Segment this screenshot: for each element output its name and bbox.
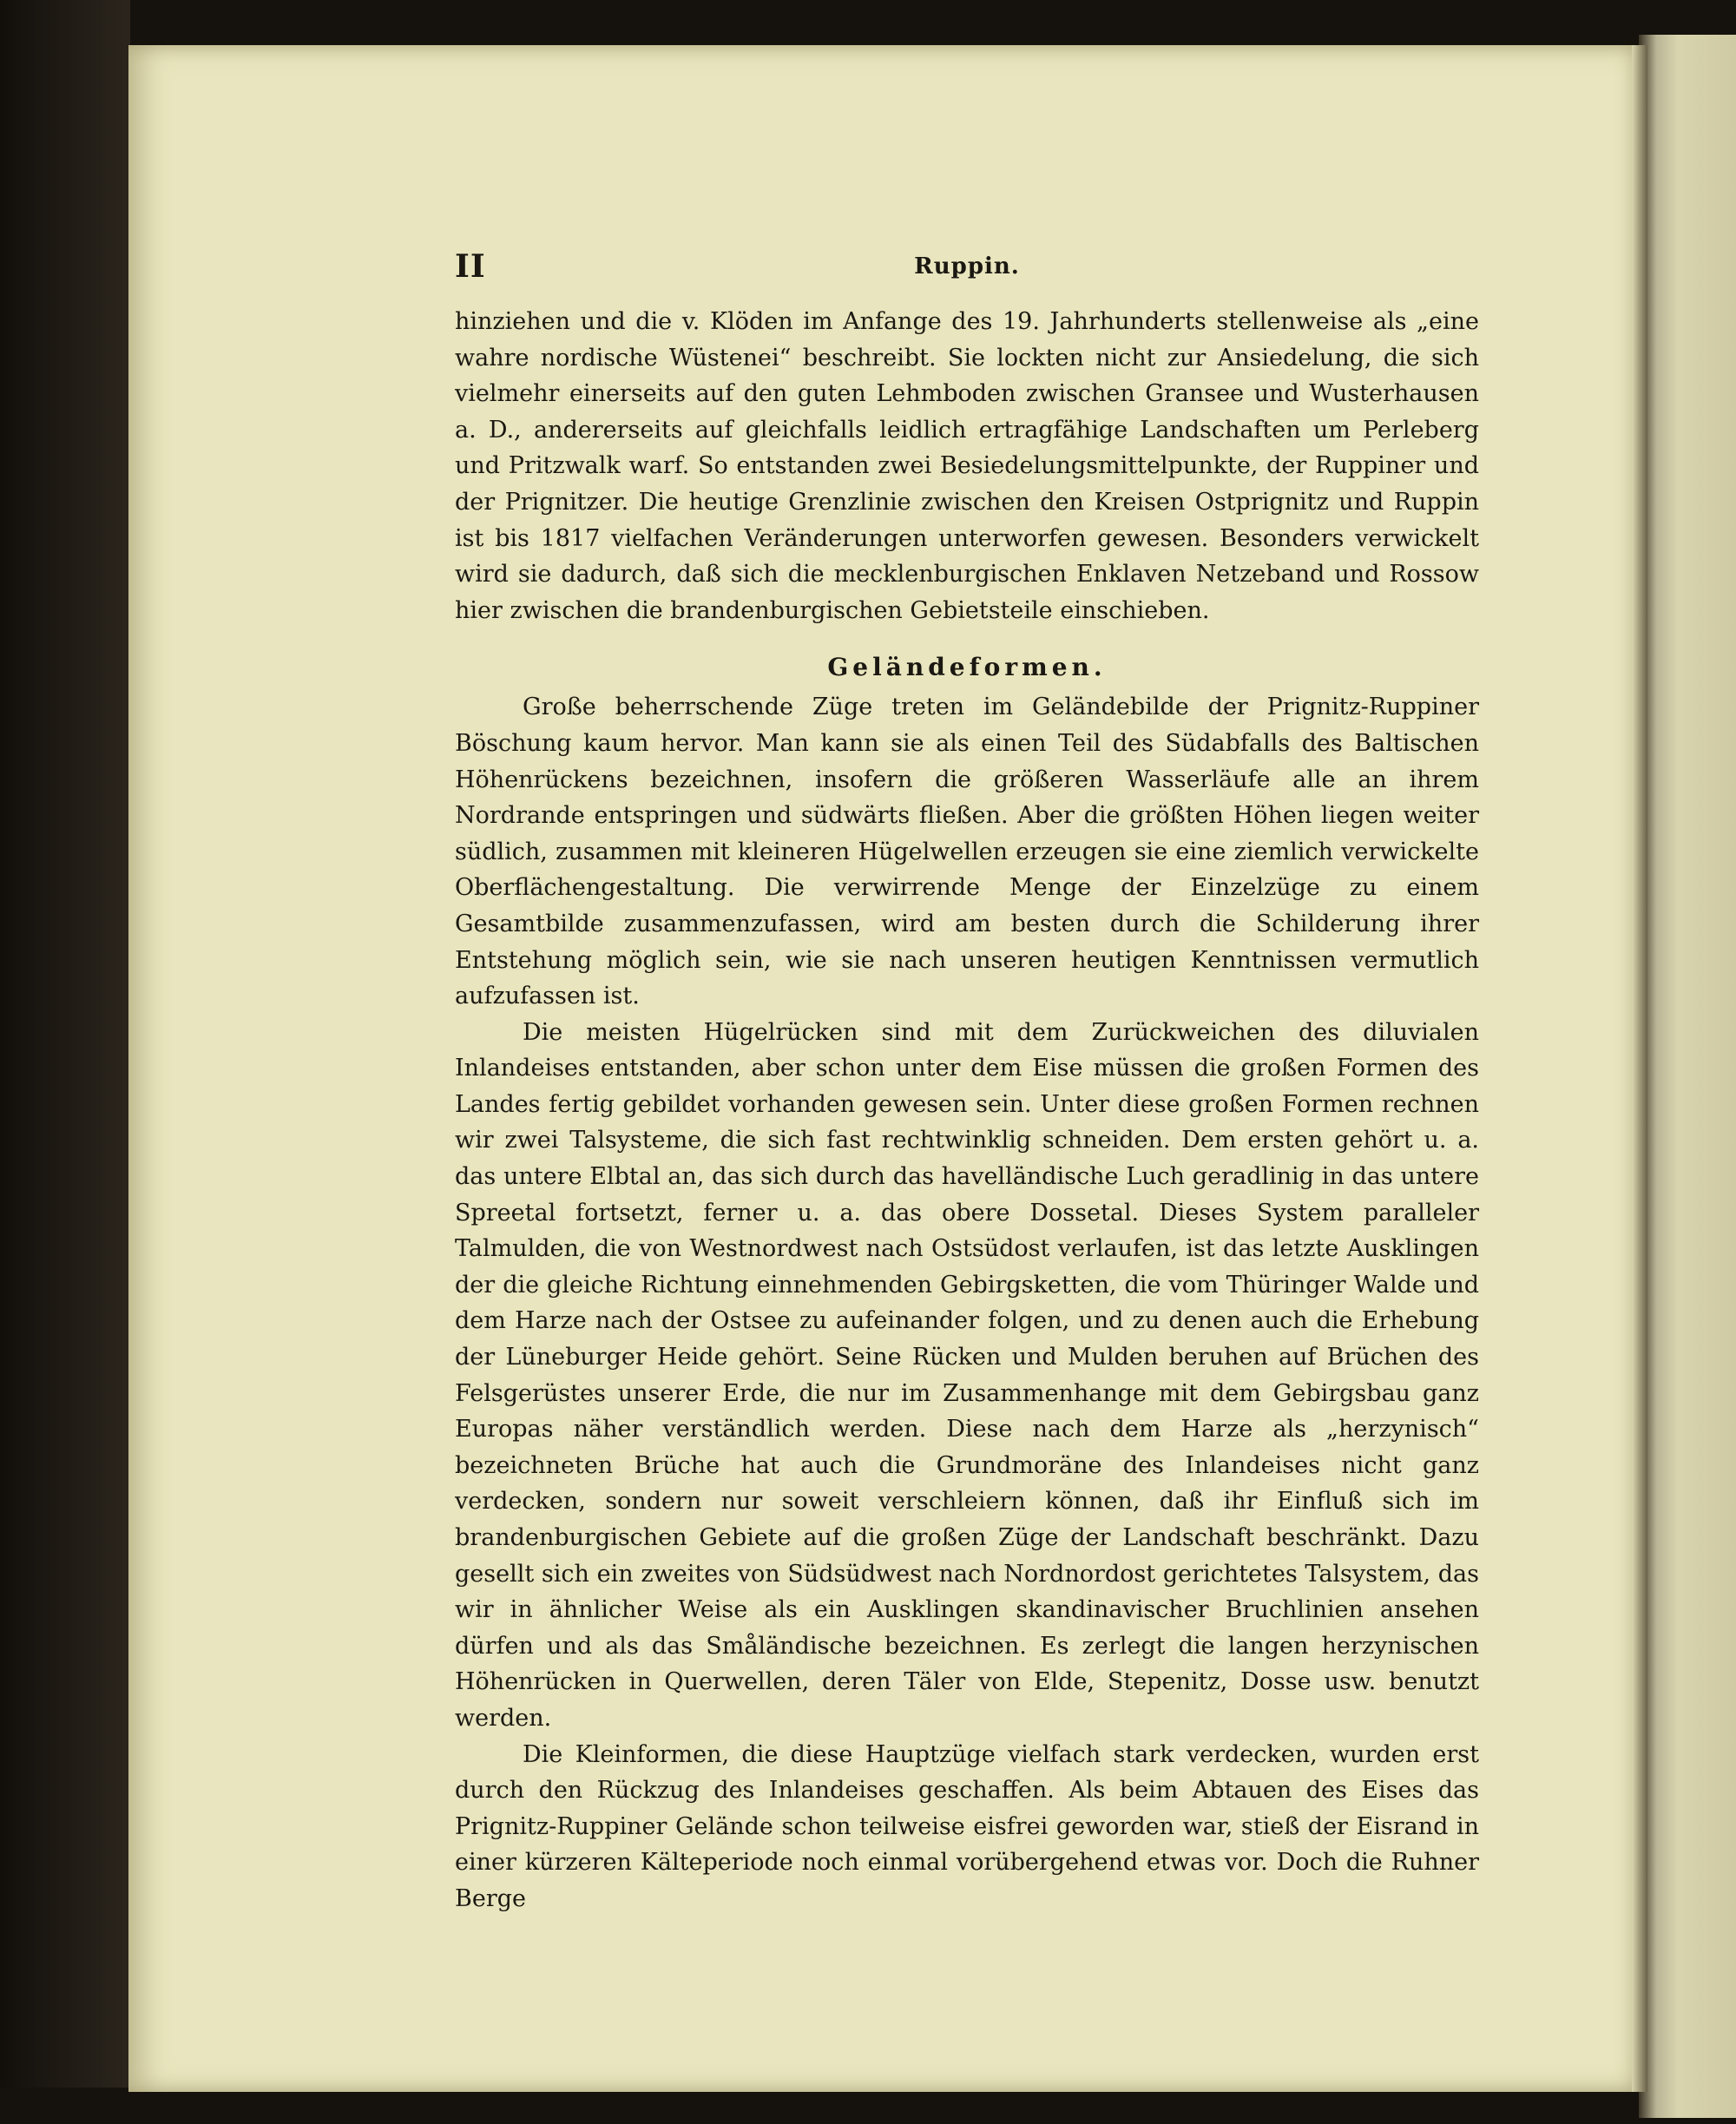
book-binding-left <box>0 0 130 2124</box>
running-head <box>455 248 1479 290</box>
book-binding-bottom <box>0 2088 1736 2124</box>
book-binding-top <box>0 0 1736 45</box>
section-body <box>455 689 1479 1917</box>
section-paragraph-2: Die meisten Hügelrücken sind mit dem Zurückweichen des diluvialen Inlandeises entstanden, aber schon unter dem Eise müssen die großen Formen des Landes fertig gebildet vorhanden gewesen sein. Unter diese großen Formen rechnen wir zwei Talsysteme, die sich fast rechtwinklig schneiden. Dem ersten gehört u. a. das untere Elbtal an, das sich durch das havelländische Luch geradlinig in das untere Spreetal fortsetzt, ferner u. a. das obere Dossetal. Dieses System paralleler Talmulden, die von Westnordwest nach Ostsüdost verlaufen, ist das letzte Ausklingen der die gleiche Richtung einnehmenden Gebirgsketten, die vom Thüringer Walde und dem Harze nach der Ostsee zu aufeinander folgen, und zu denen auch die Erhebung der Lüneburger Heide gehört. Seine Rücken und Mulden beruhen auf Brüchen des Felsgerüstes unserer Erde, die nur im Zusammenhange mit dem Gebirgsbau ganz Europas näher verständlich werden. Diese nach dem Harze als „herzynisch“ bezeichneten Brüche hat auch die Grundmoräne des Inlandeises nicht ganz verdecken, sondern nur soweit verschleiern können, daß ihr Einfluß sich im brandenburgischen Gebiete auf die großen Züge der Landschaft beschränkt. Dazu gesellt sich ein zweites von Südsüdwest nach Nordnordost gerichtetes Talsystem, das wir in ähnlicher Weise als ein Ausklingen skandinavischer Bruchlinien ansehen dürfen und als das Småländische bezeichnen. Es zerlegt die langen herzynischen Höhenrücken in Querwellen, deren Täler von Elde, Stepenitz, Dosse usw. benutzt werden. <box>455 1018 1479 1732</box>
page-number: II <box>455 248 486 285</box>
section-paragraph-3: Die Kleinformen, die diese Hauptzüge vielfach stark verdecken, wurden erst durch den Rückzug des Inlandeises geschaffen. Als beim Abtauen des Eises das Prignitz-Ruppiner Gelände schon teilweise eisfrei geworden war, stieß der Eisrand in einer kürzeren Kälteperiode noch einmal vorübergehend etwas vor. Doch die Ruhner Berge <box>455 1740 1479 1912</box>
intro-paragraph: hinziehen und die v. Klöden im Anfange des 19. Jahrhunderts stellenweise als „eine wahre nordische Wüstenei“ beschreibt. Sie lockten nicht zur Ansiedelung, die sich vielmehr einerseits auf den guten Lehmboden zwischen Gransee und Wusterhausen a. D., andererseits auf gleichfalls leidlich ertragfähige Landschaften um Perleberg und Pritzwalk warf. So entstanden zwei Besiedelungsmittelpunkte, der Ruppiner und der Prignitzer. Die heutige Grenzlinie zwischen den Kreisen Ostprignitz und Ruppin ist bis 1817 vielfachen Veränderungen unterworfen gewesen. Besonders verwickelt wird sie dadurch, daß sich die mecklenburgischen Enklaven Netzeband und Rossow hier zwischen die brandenburgischen Gebietsteile einschieben. <box>455 308 1479 624</box>
page-gutter <box>1632 45 1647 2092</box>
section-heading: Geländeformen. <box>827 653 1107 682</box>
page-content <box>455 248 1479 1917</box>
intro-text <box>455 304 1479 628</box>
running-head-title: Ruppin. <box>914 253 1020 279</box>
section-paragraph-1: Große beherrschende Züge treten im Geländebilde der Prignitz-Ruppiner Böschung kaum hervor. Man kann sie als einen Teil des Südabfalls des Baltischen Höhenrückens bezeichnen, insofern die größeren Wasserläufe alle an ihrem Nordrande entspringen und südwärts fließen. Aber die größten Höhen liegen weiter südlich, zusammen mit kleineren Hügelwellen erzeugen sie eine ziemlich verwickelte Oberflächengestaltung. Die verwirrende Menge der Einzelzüge zu einem Gesamtbilde zusammenzufassen, wird am besten durch die Schilderung ihrer Entstehung möglich sein, wie sie nach unseren heutigen Kenntnissen vermutlich aufzufassen ist. <box>455 694 1479 1010</box>
facing-page-edge <box>1639 35 1736 2118</box>
